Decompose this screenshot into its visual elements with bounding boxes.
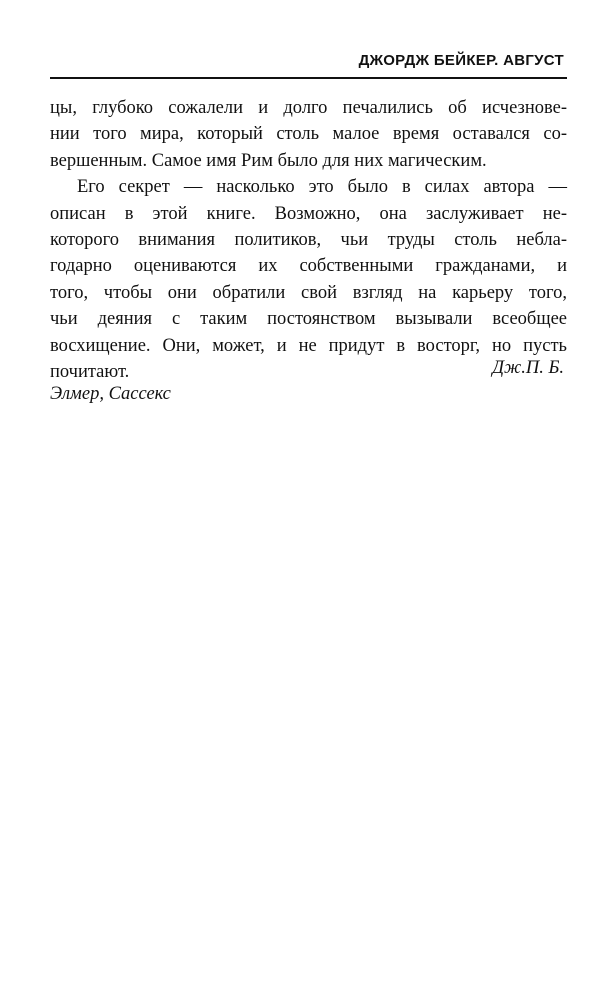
text-line: вершенным. Самое имя Рим было для них магическим.	[50, 150, 487, 171]
author-signature: Дж.П. Б.	[492, 358, 564, 378]
text-line: почитают.	[50, 361, 130, 382]
text-line: восхищение. Они, может, и не придут в восторг, но пусть	[50, 335, 567, 356]
place-line: Элмер, Сассекс	[50, 384, 171, 404]
text-line: цы, глубоко сожалели и долго печалились об исчезнове-	[50, 98, 567, 118]
text-line: Его секрет — насколько это было в силах автора —	[77, 177, 567, 198]
body-text	[50, 95, 567, 385]
text-line: того, чтобы они обратили свой взгляд на карьеру того,	[50, 282, 567, 303]
paragraph-2	[50, 174, 567, 385]
running-header: ДЖОРДЖ БЕЙКЕР. АВГУСТ	[358, 52, 564, 69]
paragraph-1	[50, 95, 567, 174]
text-line: чьи деяния с таким постоянством вызывали всеобщее	[50, 309, 567, 330]
text-line: описан в этой книге. Возможно, она заслуживает не-	[50, 203, 567, 224]
text-line: которого внимания политиков, чьи труды столь небла-	[50, 229, 567, 250]
header-rule	[50, 77, 567, 79]
text-line: нии того мира, который столь малое время оставался со-	[50, 124, 567, 145]
text-line: годарно оцениваются их собственными гражданами, и	[50, 256, 567, 277]
